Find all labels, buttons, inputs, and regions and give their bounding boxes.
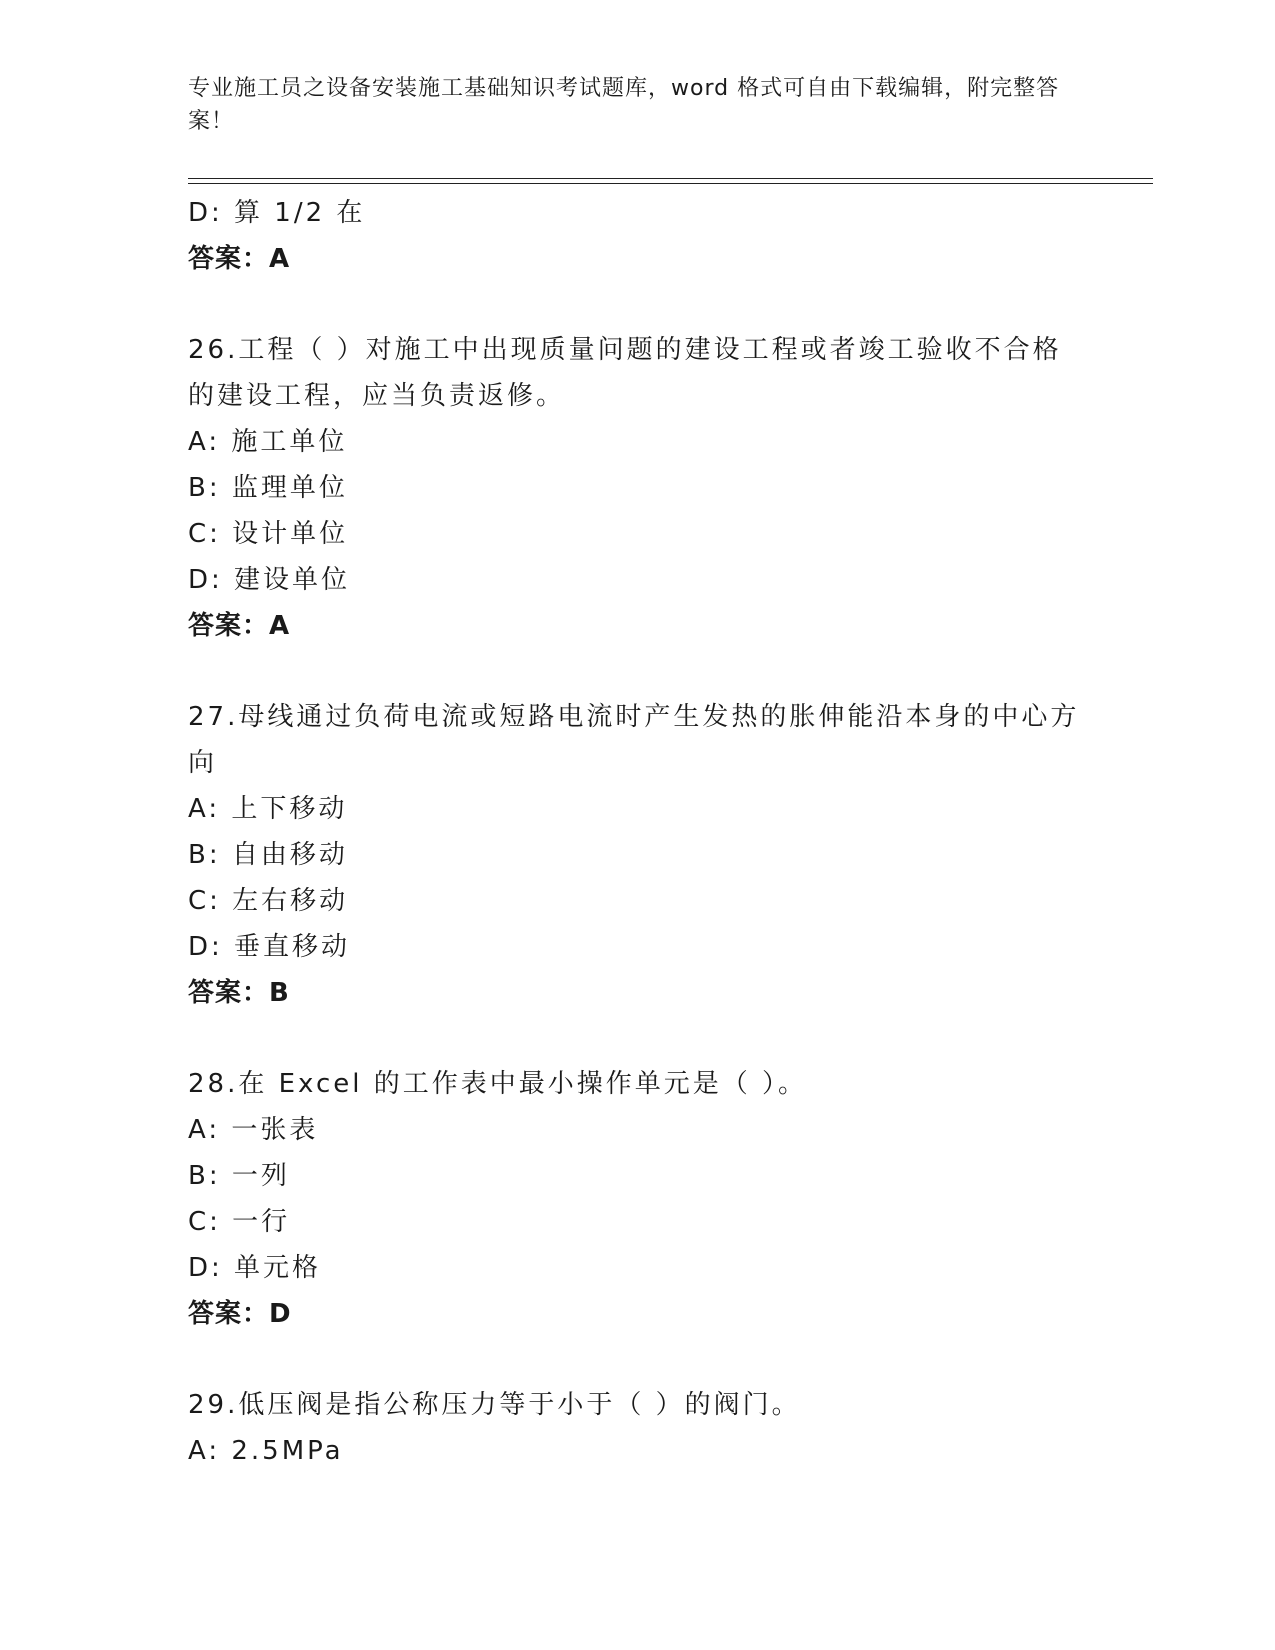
header-divider-bottom xyxy=(188,183,1153,184)
question-text: 27.母线通过负荷电流或短路电流时产生发热的胀伸能沿本身的中心方向 xyxy=(188,702,1080,778)
question-text: 29.低压阀是指公称压力等于小于（ ）的阀门。 xyxy=(188,1390,801,1420)
option-b: B: 一列 xyxy=(188,1161,290,1191)
option-b: B: 自由移动 xyxy=(188,840,348,870)
question-27 xyxy=(188,694,1088,1016)
option-a: A: 一张表 xyxy=(188,1115,319,1145)
header-divider-top xyxy=(188,178,1153,179)
option-c: C: 一行 xyxy=(188,1207,291,1237)
option-c: C: 设计单位 xyxy=(188,519,349,549)
option-b: B: 监理单位 xyxy=(188,473,348,503)
option-d: D: 垂直移动 xyxy=(188,932,351,962)
answer: 答案：A xyxy=(188,611,291,641)
option-c: C: 左右移动 xyxy=(188,886,349,916)
question-26 xyxy=(188,327,1088,649)
answer: 答案：B xyxy=(188,978,290,1008)
option-a: A: 施工单位 xyxy=(188,427,348,457)
option-d: D: 单元格 xyxy=(188,1253,322,1283)
carry-over-option: D: 算 1/2 在 xyxy=(188,198,366,228)
option-a: A: 2.5MPa xyxy=(188,1436,344,1466)
option-d: D: 建设单位 xyxy=(188,565,351,595)
option-a: A: 上下移动 xyxy=(188,794,348,824)
question-29 xyxy=(188,1382,1088,1474)
document-header: 专业施工员之设备安装施工基础知识考试题库，word 格式可自由下载编辑，附完整答案！ xyxy=(188,76,1060,134)
answer: 答案：D xyxy=(188,1299,292,1329)
question-list xyxy=(188,190,1088,1474)
question-text: 26.工程（ ）对施工中出现质量问题的建设工程或者竣工验收不合格的建设工程，应当负责返修。 xyxy=(188,335,1062,411)
question-28 xyxy=(188,1061,1088,1337)
carry-over-answer: 答案：A xyxy=(188,244,291,274)
question-text: 28.在 Excel 的工作表中最小操作单元是（ ）。 xyxy=(188,1069,808,1099)
